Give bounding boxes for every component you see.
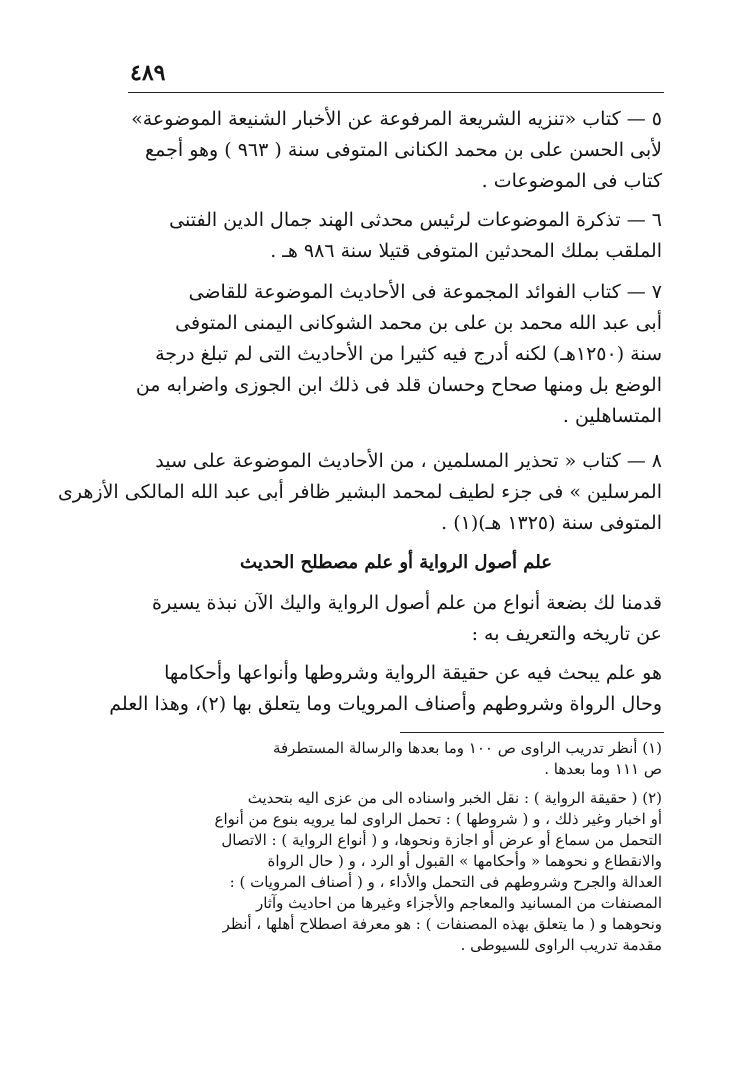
text-line: المتساهلين .	[562, 405, 662, 427]
section-paragraph-intro	[130, 588, 662, 650]
text-line: ٧ — كتاب الفوائد المجموعة فى الأحاديث الموضوعة للقاضى	[188, 281, 662, 303]
footnote-2	[130, 788, 662, 956]
text-line: عن تاريخه والتعريف به :	[471, 623, 662, 645]
text-line: المتوفى سنة (١٣٢٥ هـ)(١) .	[441, 512, 662, 534]
footnote-line: (١) أنظر تدريب الراوى ص ١٠٠ وما بعدها والرسالة المستطرفة	[272, 739, 662, 757]
list-item-7	[130, 277, 662, 432]
text-line: وحال الرواة وشروطهم وأصناف المرويات وما يتعلق بها (٢)، وهذا العلم	[109, 693, 662, 715]
footnote-line: العدالة والجرح وشروطهم فى التحمل والأداء ، و ( أصناف المرويات ) :	[229, 873, 662, 891]
text-line: أبى عبد الله محمد بن على بن محمد الشوكانى اليمنى المتوفى	[175, 312, 662, 334]
footnote-line: ونحوهما و ( ما يتعلق بهذه المصنفات ) : هو معرفة اصطلاح أهلها ، أنظر	[222, 915, 662, 933]
text-line: قدمنا لك بضعة أنواع من علم أصول الرواية واليك الآن نبذة يسيرة	[152, 592, 662, 614]
footnote-line: مقدمة تدريب الراوى للسيوطى .	[460, 936, 662, 954]
text-line: كتاب فى الموضوعات .	[481, 170, 662, 192]
text-line: سنة (١٢٥٠هـ) لكنه أدرج فيه كثيرا من الأحاديث التى لم تبلغ درجة	[155, 343, 662, 365]
footnote-line: أو اخبار وغير ذلك ، و ( شروطها ) : تحمل الراوى لما يرويه بنوع من أنواع	[214, 810, 662, 828]
section-paragraph-definition	[109, 658, 662, 720]
footnote-line: ص ١١١ وما بعدها .	[544, 760, 662, 778]
text-line: هو علم يبحث فيه عن حقيقة الرواية وشروطها وأنواعها وأحكامها	[164, 662, 662, 684]
footnote-line: (٢) ( حقيقة الرواية ) : نقل الخبر واسناده الى من عزى اليه بتحديث	[247, 789, 662, 807]
text-line: ٨ — كتاب « تحذير المسلمين ، من الأحاديث الموضوعة على سيد	[155, 450, 662, 472]
text-line: ٥ — كتاب «تنزيه الشريعة المرفوعة عن الأخبار الشنيعة الموضوعة»	[131, 108, 662, 130]
footnote-separator	[400, 732, 664, 733]
text-line: لأبى الحسن على بن محمد الكنانى المتوفى سنة ( ٩٦٣ ) وهو أجمع	[145, 139, 662, 161]
text-line: الملقب بملك المحدثين المتوفى قتيلا سنة ٩٨٦ هـ .	[270, 240, 662, 262]
list-item-5	[130, 104, 662, 197]
list-item-6	[130, 205, 662, 267]
list-item-8	[58, 446, 662, 539]
text-line: الوضع بل ومنها صحاح وحسان قلد فى ذلك ابن الجوزى واضرابه من	[135, 374, 662, 396]
footnote-1	[130, 738, 662, 780]
footnote-line: والانقطاع و نحوهما « وأحكامها » القبول أو الرد ، و ( حال الرواة	[267, 852, 662, 870]
section-heading: علم أصول الرواية أو علم مصطلح الحديث	[240, 552, 552, 573]
footnote-line: المصنفات من المسانيد والمعاجم والأجزاء وغيرها من احاديث وآثار	[255, 894, 662, 912]
text-line: المرسلين » فى جزء لطيف لمحمد البشير ظافر أبى عبد الله المالكى الأزهرى	[58, 481, 662, 503]
page-number: ٤٨٩	[130, 60, 166, 86]
header-rule	[128, 92, 664, 93]
footnote-line: التحمل من سماع أو عرض أو اجازة ونحوها، و ( أنواع الرواية ) : الاتصال	[221, 831, 662, 849]
text-line: ٦ — تذكرة الموضوعات لرئيس محدثى الهند جمال الدين الفتنى	[169, 209, 662, 231]
